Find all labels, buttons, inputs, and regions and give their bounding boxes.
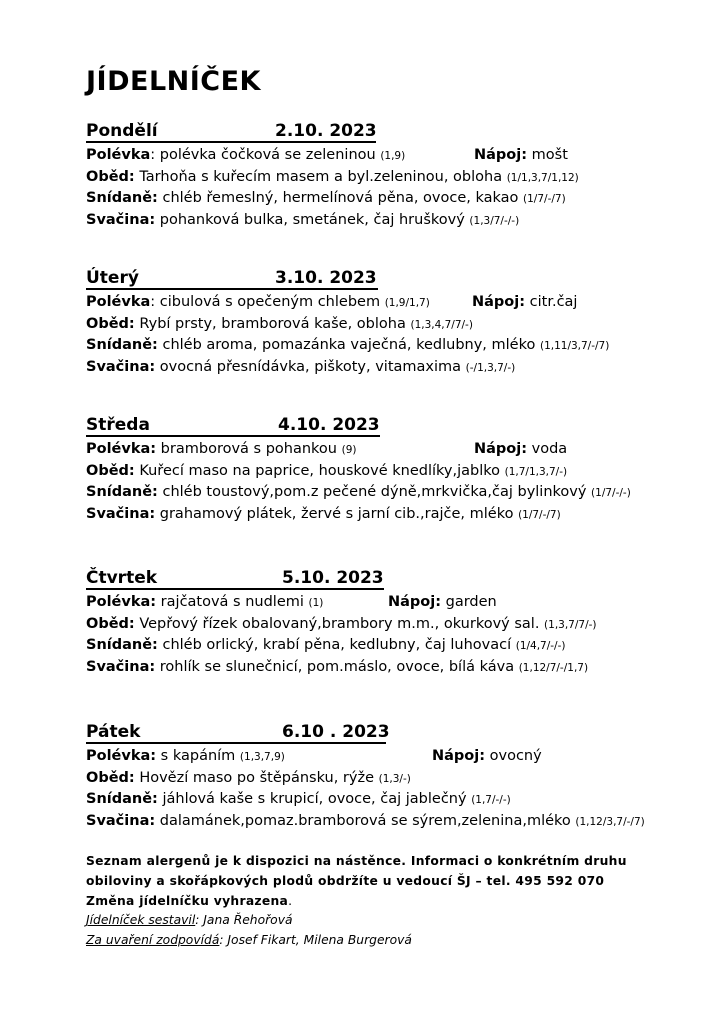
breakfast-text: chléb aroma, pomazánka vaječná, kedlubny, mléko bbox=[157, 337, 540, 354]
drink-label: Nápoj: bbox=[474, 441, 528, 457]
snack-allergens: (-/1,3,7/-) bbox=[465, 361, 516, 374]
soup-allergens: (1,9) bbox=[380, 150, 406, 162]
breakfast-label: Snídaně: bbox=[86, 484, 158, 501]
drink-label: Nápoj: bbox=[474, 147, 528, 163]
soup-text: : cibulová s opečeným chlebem bbox=[150, 294, 385, 310]
drink bbox=[474, 145, 568, 166]
footer-notes bbox=[86, 852, 706, 951]
snack-line bbox=[86, 210, 706, 232]
soup-allergens: (1) bbox=[308, 597, 324, 609]
day-underline bbox=[86, 141, 376, 143]
breakfast-label: Snídaně: bbox=[86, 637, 158, 654]
lunch-allergens: (1,3/-) bbox=[378, 772, 411, 785]
lunch-label: Oběd: bbox=[86, 769, 135, 786]
lunch-line bbox=[86, 614, 706, 636]
breakfast-text: jáhlová kaše s krupicí, ovoce, čaj jablečný bbox=[157, 791, 472, 808]
breakfast-label: Snídaně: bbox=[86, 190, 158, 207]
soup-line bbox=[86, 439, 706, 461]
snack-text: rohlík se slunečnicí, pom.máslo, ovoce, bílá káva bbox=[155, 658, 519, 675]
soup-line bbox=[86, 592, 706, 614]
lunch-line bbox=[86, 461, 706, 483]
drink bbox=[474, 439, 567, 460]
breakfast-text: chléb řemeslný, hermelínová pěna, ovoce, kakao bbox=[157, 190, 524, 207]
snack-line bbox=[86, 811, 706, 833]
breakfast-text: chléb toustový,pom.z pečené dýně,mrkvička,čaj bylinkový bbox=[157, 484, 592, 501]
day-underline bbox=[86, 588, 384, 590]
breakfast-allergens: (1/4,7/-/-) bbox=[515, 640, 566, 653]
drink bbox=[388, 592, 497, 613]
breakfast-line bbox=[86, 335, 706, 357]
soup-label: Polévka bbox=[86, 294, 151, 310]
day-name: Pátek bbox=[86, 722, 141, 742]
drink-text: mošt bbox=[527, 147, 568, 163]
lunch-label: Oběd: bbox=[86, 615, 135, 632]
snack-label: Svačina: bbox=[86, 505, 156, 522]
snack-line bbox=[86, 657, 706, 679]
day-name: Pondělí bbox=[86, 121, 158, 141]
drink-text: ovocný bbox=[485, 748, 542, 764]
drink-text: citr.čaj bbox=[525, 294, 578, 310]
breakfast-line bbox=[86, 635, 706, 657]
soup-text: s kapáním bbox=[156, 748, 240, 764]
breakfast-allergens: (1/7/-/-) bbox=[591, 487, 631, 500]
drink-label: Nápoj: bbox=[388, 594, 442, 610]
change-note-period: . bbox=[288, 893, 293, 908]
day-name: Úterý bbox=[86, 268, 139, 288]
day-date: 6.10 . 2023 bbox=[282, 722, 390, 742]
soup-line bbox=[86, 292, 706, 314]
lunch-line bbox=[86, 314, 706, 336]
day-header bbox=[86, 121, 706, 145]
compiled-by bbox=[86, 911, 706, 931]
day-monday bbox=[86, 121, 706, 231]
day-underline bbox=[86, 742, 386, 744]
snack-label: Svačina: bbox=[86, 658, 156, 675]
breakfast-label: Snídaně: bbox=[86, 791, 158, 808]
breakfast-allergens: (1,7/-/-) bbox=[471, 794, 511, 807]
soup-text: rajčatová s nudlemi bbox=[156, 594, 309, 610]
page-title: JÍDELNÍČEK bbox=[86, 66, 261, 97]
cooked-by-names: : Josef Fikart, Milena Burgerová bbox=[219, 933, 412, 948]
drink-label: Nápoj: bbox=[472, 294, 526, 310]
breakfast-line bbox=[86, 188, 706, 210]
day-date: 2.10. 2023 bbox=[275, 121, 377, 141]
lunch-label: Oběd: bbox=[86, 462, 135, 479]
snack-allergens: (1,3/7/-/-) bbox=[469, 214, 520, 227]
day-tuesday bbox=[86, 268, 706, 378]
change-note bbox=[86, 892, 706, 912]
snack-text: ovocná přesnídávka, piškoty, vitamaxima bbox=[155, 358, 466, 375]
drink bbox=[432, 746, 542, 767]
snack-text: grahamový plátek, žervé s jarní cib.,rajče, mléko bbox=[155, 505, 519, 522]
breakfast-label: Snídaně: bbox=[86, 337, 158, 354]
snack-label: Svačina: bbox=[86, 358, 156, 375]
soup-text: bramborová s pohankou bbox=[156, 441, 342, 457]
drink-label: Nápoj: bbox=[432, 748, 486, 764]
soup-line bbox=[86, 145, 706, 167]
lunch-allergens: (1/1,3,7/1,12) bbox=[506, 171, 579, 184]
day-friday bbox=[86, 722, 706, 832]
allergen-note-line2: obiloviny a skořápkových plodů obdržíte u vedoucí ŠJ – tel. 495 592 070 bbox=[86, 873, 605, 888]
snack-label: Svačina: bbox=[86, 812, 156, 829]
day-name: Čtvrtek bbox=[86, 568, 158, 588]
soup-line bbox=[86, 746, 706, 768]
snack-allergens: (1,12/3,7/-/7) bbox=[575, 815, 645, 828]
breakfast-line bbox=[86, 482, 706, 504]
drink-text: garden bbox=[441, 594, 497, 610]
lunch-allergens: (1,3,7/7/-) bbox=[544, 618, 597, 631]
soup-label: Polévka bbox=[86, 147, 151, 163]
drink bbox=[472, 292, 577, 313]
soup-text: : polévka čočková se zeleninou bbox=[150, 147, 381, 163]
cooked-by bbox=[86, 931, 706, 951]
day-underline bbox=[86, 435, 380, 437]
lunch-text: Vepřový řízek obalovaný,brambory m.m., okurkový sal. bbox=[134, 615, 545, 632]
soup-label: Polévka: bbox=[86, 441, 157, 457]
snack-line bbox=[86, 504, 706, 526]
compiled-by-label: Jídelníček sestavil bbox=[86, 913, 196, 928]
lunch-label: Oběd: bbox=[86, 168, 135, 185]
cooked-by-label: Za uvaření zodpovídá bbox=[86, 933, 220, 948]
lunch-text: Rybí prsty, bramborová kaše, obloha bbox=[134, 315, 411, 332]
lunch-text: Hovězí maso po štěpánsku, rýže bbox=[134, 769, 379, 786]
lunch-text: Tarhoňa s kuřecím masem a byl.zeleninou, obloha bbox=[134, 168, 507, 185]
day-date: 3.10. 2023 bbox=[275, 268, 377, 288]
breakfast-allergens: (1/7/-/7) bbox=[523, 193, 566, 206]
lunch-text: Kuřecí maso na paprice, houskové knedlíky,jablko bbox=[134, 462, 505, 479]
snack-line bbox=[86, 357, 706, 379]
day-header bbox=[86, 568, 706, 592]
soup-allergens: (1,9/1,7) bbox=[384, 297, 430, 309]
breakfast-allergens: (1,11/3,7/-/7) bbox=[539, 340, 610, 353]
soup-allergens: (9) bbox=[341, 444, 357, 456]
soup-label: Polévka: bbox=[86, 594, 157, 610]
day-wednesday bbox=[86, 415, 706, 525]
breakfast-text: chléb orlický, krabí pěna, kedlubny, čaj luhovací bbox=[157, 637, 516, 654]
day-header bbox=[86, 268, 706, 292]
day-date: 4.10. 2023 bbox=[278, 415, 380, 435]
day-date: 5.10. 2023 bbox=[282, 568, 384, 588]
change-note-text: Změna jídelníčku vyhrazena bbox=[86, 893, 289, 908]
snack-text: pohanková bulka, smetánek, čaj hruškový bbox=[155, 211, 470, 228]
snack-allergens: (1,12/7/-/1,7) bbox=[518, 661, 589, 674]
lunch-label: Oběd: bbox=[86, 315, 135, 332]
snack-text: dalamánek,pomaz.bramborová se sýrem,zelenina,mléko bbox=[155, 812, 576, 829]
soup-label: Polévka: bbox=[86, 748, 157, 764]
day-underline bbox=[86, 288, 378, 290]
breakfast-line bbox=[86, 789, 706, 811]
allergen-note-line1: Seznam alergenů je k dispozici na nástěnce. Informaci o konkrétním druhu bbox=[86, 854, 627, 868]
snack-label: Svačina: bbox=[86, 211, 156, 228]
day-name: Středa bbox=[86, 415, 150, 435]
drink-text: voda bbox=[527, 441, 568, 457]
snack-allergens: (1/7/-/7) bbox=[518, 508, 561, 521]
day-header bbox=[86, 722, 706, 746]
lunch-allergens: (1,3,4,7/7/-) bbox=[410, 318, 473, 331]
lunch-line bbox=[86, 768, 706, 790]
day-thursday bbox=[86, 568, 706, 678]
lunch-line bbox=[86, 167, 706, 189]
lunch-allergens: (1,7/1,3,7/-) bbox=[504, 465, 568, 478]
day-header bbox=[86, 415, 706, 439]
soup-allergens: (1,3,7,9) bbox=[239, 751, 285, 763]
compiled-by-name: : Jana Řehořová bbox=[195, 913, 293, 928]
